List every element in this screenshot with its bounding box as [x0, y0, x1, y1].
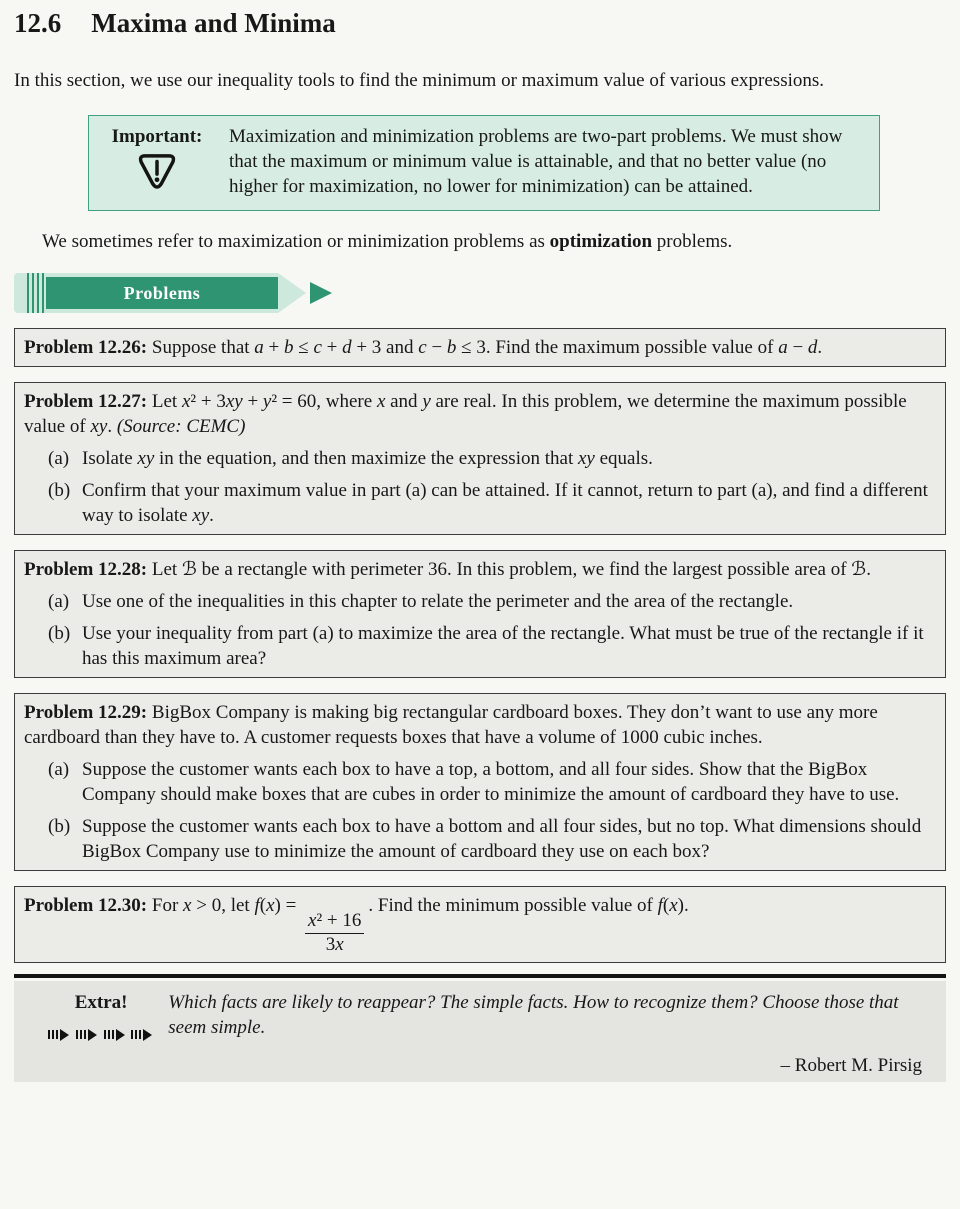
fraction-numerator: x² + 16 — [305, 910, 364, 934]
part-text: Isolate xy in the equation, and then maximize the expression that xy equals. — [82, 448, 653, 469]
problems-banner-label: Problems — [46, 277, 278, 309]
problem-statement: BigBox Company is making big rectangular cardboard boxes. They don’t want to use any more cardboard than they have to. A customer requests boxes that have a volume of 1000 cubic inches. — [24, 702, 878, 748]
problem-label: Problem 12.30: — [24, 895, 148, 916]
part-item — [24, 589, 936, 614]
section-number: 12.6 — [14, 8, 62, 38]
fraction-denominator: 3x — [325, 934, 344, 955]
extra-label: Extra! — [74, 992, 128, 1013]
part-text: Confirm that your maximum value in part (a) can be attained. If it cannot, return to part (a), and find a different way to isolate xy. — [82, 480, 928, 526]
part-label: (a) — [48, 591, 70, 612]
extra-quote: Which facts are likely to reappear? The simple facts. How to recognize them? Choose those that seem simple. — [168, 992, 899, 1038]
page-title — [14, 6, 946, 40]
part-item — [24, 446, 936, 471]
intro-paragraph: In this section, we use our inequality tools to find the minimum or maximum value of various expressions. — [14, 70, 825, 91]
important-label: Important: — [111, 126, 203, 147]
part-text: Suppose the customer wants each box to have a bottom and all four sides, but no top. What dimensions should BigBox Company use to minimize the amount of cardboard they use on each box? — [82, 816, 922, 862]
extra-section — [14, 981, 946, 1082]
part-label: (b) — [48, 623, 71, 644]
problem-label: Problem 12.29: — [24, 702, 148, 723]
part-item — [24, 621, 936, 671]
part-item — [24, 814, 936, 864]
section-title: Maxima and Minima — [91, 8, 336, 38]
problem-statement: Suppose that a + b ≤ c + d + 3 and c − b ≤ 3. Find the maximum possible value of a − d. — [151, 337, 823, 358]
part-text: Suppose the customer wants each box to have a top, a bottom, and all four sides. Show that the BigBox Company should make boxes that are cubes in order to minimize the amount of cardboard they have to use. — [82, 759, 900, 805]
problem-statement: Let x² + 3xy + y² = 60, where x and y are real. In this problem, we determine the maximum possible value of xy. (Source: CEMC) — [24, 391, 907, 437]
part-label: (b) — [48, 816, 71, 837]
problem-box-12-30 — [14, 886, 946, 963]
problem-box-12-28 — [14, 550, 946, 678]
problem-label: Problem 12.26: — [24, 337, 148, 358]
fraction — [305, 910, 364, 956]
document-page — [0, 6, 960, 1209]
problem-label: Problem 12.28: — [24, 559, 148, 580]
part-label: (a) — [48, 759, 70, 780]
part-text: Use one of the inequalities in this chapter to relate the perimeter and the area of the rectangle. — [82, 591, 794, 612]
arrow-right-icon — [310, 282, 332, 304]
important-text: Maximization and minimization problems are two-part problems. We must show that the maximum or minimum value is attainable, and that no better value (no higher for maximization, no lower for minimization) can be attained. — [229, 126, 843, 197]
part-item — [24, 478, 936, 528]
problem-box-12-26 — [14, 328, 946, 367]
part-label: (a) — [48, 448, 70, 469]
part-label: (b) — [48, 480, 71, 501]
striped-arrows-icon — [48, 1021, 154, 1046]
problem-statement: For x > 0, let f(x) = $\frac{\text{x² + 16}}{3x}$ . Find the minimum possible value of f(x). — [151, 895, 689, 955]
problem-statement: Let ℬ be a rectangle with perimeter 36. In this problem, we find the largest possible area of ℬ. — [151, 559, 871, 580]
divider-rule — [14, 974, 946, 978]
warning-exclamation-icon — [99, 151, 215, 200]
part-text: Use your inequality from part (a) to maximize the area of the rectangle. What must be true of the rectangle if it has this maximum area? — [82, 623, 924, 669]
extra-attribution: – Robert M. Pirsig — [780, 1055, 922, 1076]
problems-banner — [14, 273, 946, 313]
pencil-eraser-icon — [14, 277, 46, 309]
problem-box-12-29 — [14, 693, 946, 871]
problem-box-12-27 — [14, 382, 946, 535]
part-item — [24, 757, 936, 807]
important-box — [88, 115, 880, 211]
optimization-note: We sometimes refer to maximization or minimization problems as optimization problems. — [42, 231, 733, 252]
problem-label: Problem 12.27: — [24, 391, 148, 412]
pencil-tip-icon — [278, 273, 306, 313]
